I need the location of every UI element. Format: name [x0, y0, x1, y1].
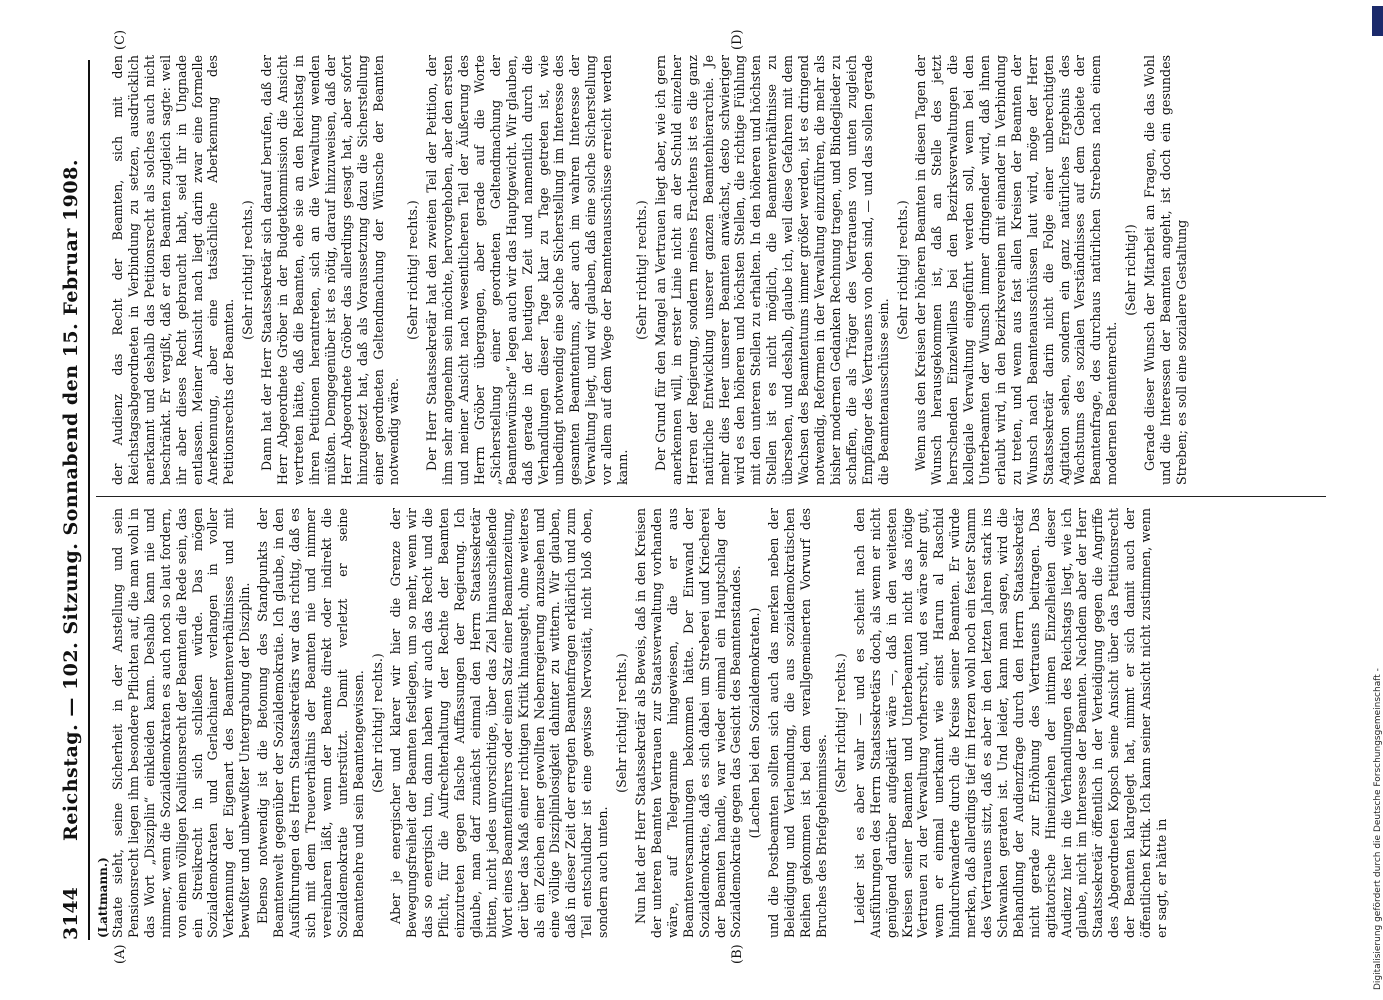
- interjection: (Sehr richtig! rechts.): [369, 653, 385, 793]
- paragraph: Wenn aus den Kreisen der höheren Beamten in diesen Tagen der Wunsch herausgekommen ist, daß an Stelle des jetzt herrschenden Einzelwillens bei den Bezirksverwaltungen die kollegiale Verwaltung eingeführt werden soll, wenn bei den Unterbeamten der Wunsch immer dringender wird, daß ihnen erlaubt wird, in den Bezirksvereinen mit einander in Verbindung zu treten, und wenn aus fast allen Kreisen der Beamten der Wunsch nach Beamtenausschüssen laut wird, möge der Herr Staatssekretär darin nicht die Folge einer unberechtigten Agitation sehen, sondern ein ganz natürliches Ergebnis des Wachstums des sozialen Verständnisses auf dem Gebiete der Beamtenfrage, des durchaus natürlichen Strebens nach einem modernen Beamtenrecht.: [913, 55, 1120, 485]
- margin-letter-b: (B): [730, 944, 745, 964]
- left-column: [110, 508, 1325, 938]
- interjection: (Sehr richtig! rechts.): [614, 653, 630, 793]
- margin-letter-a: (A): [113, 944, 128, 964]
- digitization-credit: [1372, 10, 1383, 990]
- paragraph: Der Grund für den Mangel an Vertrauen liegt aber, wie ich gern anerkennen will, in erster Linie nicht an der Schuld einzelner Herren der Regierung, sondern meines Erachtens ist es die ganz natürliche Entwicklung unserer ganzen Beamtenhierarchie. Je mehr dies Heer unserer Beamten anwächst, desto schwieriger wird es den höheren und höchsten Stellen, die richtige Fühlung mit den unteren Stellen zu erhalten. In den höheren und höchsten Stellen ist es nicht möglich, die Beamtenverhältnisse zu übersehen, und deshalb, glaube ich, weil diese Gefahren mit dem Wachsen des Beamtentums immer größer werden, ist es dringend notwendig, Reformen in der Verwaltung einzuführen, die mehr als bisher modernen Gedanken Rechnung tragen, und Bindeglieder zu schaffen, die als Träger des Vertrauens von unten zugleich Empfänger des Vertrauens von oben sind, — und das sollen gerade die Beamtenausschüsse sein.: [652, 55, 891, 485]
- credit-text: [1372, 10, 1383, 990]
- column-divider: [96, 496, 1326, 497]
- interjection: (Sehr richtig! rechts.): [634, 200, 649, 340]
- paragraph: Nun hat der Herr Staatssekretär als Beweis, daß in den Kreisen der unteren Beamten Vertrauen zur Staatsverwaltung vorhanden wäre, auf Telegramme hingewiesen, die er aus Beamtenversammlungen bekommen hätte. Der Einwand der Sozialdemokratie, daß es sich dabei um Streberei und Kriecherei der Beamten handle, war wieder einmal ein Hauptschlag der Sozialdemokratie gegen das Gesicht des Beamtenstandes.: [633, 508, 744, 938]
- interjection: (Sehr richtig! rechts.): [894, 200, 910, 340]
- interjection: (Sehr richtig!): [1123, 224, 1139, 316]
- paragraph: Leider ist es aber wahr — und es scheint nach den Ausführungen des Herrn Staatssekretärs doch, als wenn er nicht genügend darüber aufgeklärt wäre —, daß in den weitesten Kreisen seiner Beamten und Unterbeamten nicht das nötige Vertrauen zu der Verwaltung vorherrscht, und es wäre sehr gut, wenn er einmal unerkannt wie einst Harun al Raschid hindurchwanderte durch die Kreise seiner Beamten. Er würde merken, daß allerdings tief im Herzen wohl noch ein fester Stamm des Vertrauens sitzt, daß es aber in den letzten Jahren stark ins Schwanken geraten ist. Und leider, kann man sagen, wird die Behandlung der Audienzfrage durch den Herrn Staatssekretär nicht gerade zur Erhöhung des Vertrauens beitragen. Das agitatorische Hineinziehen der intimen Einzelheiten dieser Audienz hier in die Verhandlungen des Reichstags liegt, wie ich glaube, nicht im Interesse der Beamten. Nachdem aber der Herr Staatssekretär öffentlich in der Verteidigung gegen die Angriffe des Abgeordneten Kopsch seine Ansicht über das Petitionsrecht der Beamten klargelegt hat, nimmt er sich damit auch der öffentlichen Kritik. Ich kann seiner Ansicht nicht zustimmen, wenn er sagt, er hätte in: [851, 508, 1169, 938]
- interjection: (Sehr richtig! rechts.): [240, 200, 256, 340]
- paragraph: Aber je energischer und klarer wir hier die Grenze der Bewegungsfreiheit der Beamten festlegen, um so mehr, wenn wir das so energisch tun, dann haben wir auch das Recht und die Pflicht, für die Aufrechterhaltung der Rechte der Beamten einzutreten gegen falsche Auffassungen der Regierung. Ich glaube, man darf zunächst einmal den Herrn Staatssekretär bitten, nicht jedes unvorsichtige, über das Ziel hinausschießende Wort eines Beamtenführers oder einen Satz einer Beamtenzeitung, der über das Maß einer richtigen Kritik hinausgeht, ohne weiteres als ein Zeichen einer gewollten Nebenregierung anzusehen und eine völlige Disziplinlosigkeit dahinter zu wittern. Wir glauben, daß in dieser Zeit der erregten Beamtenfragen erklärlich und zum Teil entschuldbar ist eine gewisse Nervosität, nicht bloß oben, sondern auch unten.: [388, 508, 611, 938]
- interjection: (Lachen bei den Sozialdemokraten.): [747, 607, 763, 839]
- interjection: (Sehr richtig! rechts.): [405, 200, 421, 340]
- paragraph: Staate sieht, seine Sicherheit in der Anstellung und sein Pensionsrecht liegen ihm besondere Pflichten auf, die man wohl in das Wort „Disziplin“ einkleiden kann. Deshalb kann nie und nimmer, wenn die Sozialdemokraten es auch noch so laut fordern, von einem völligen Koalitionsrecht der Beamten die Rede sein, das ein Streikrecht in sich schließen würde. Das mögen Sozialdemokraten und Gerlachianer verlangen in voller Verkennung der Eigenart des Beamtenverhältnisses und mit bewußter und unbewußter Untergrabung der Disziplin.: [110, 508, 253, 938]
- margin-letter-c: (C): [113, 29, 128, 50]
- paragraph: Dann hat der Herr Staatssekretär sich darauf berufen, daß der Herr Abgeordnete Gröber in der Budgetkommission die Ansicht vertreten hätte, daß die Beamten, ehe sie an den Reichstag in ihren Petitionen herantreten, sich an die Verwaltung wenden müßten. Demgegenüber ist es nötig, darauf hinzuweisen, daß der Herr Abgeordnete Gröber das allerdings gesagt hat, aber sofort hinzugesetzt hat, daß als Voraussetzung dazu die Sicherstellung einer geordneten Geltendmachung der Wünsche der Beamten notwendig wäre.: [259, 55, 402, 485]
- paragraph: und die Postbeamten sollten sich auch das merken neben der Beleidigung und Verleumdung, die aus sozialdemokratischen Reihen gekommen ist bei dem verallgemeinerten Vorwurf des Bruches des Briefgeheimnisses.: [766, 508, 829, 938]
- credit-text-body: Digitalisierung gefördert durch die Deutsche Forschungsgemeinschaft -: [1373, 668, 1383, 990]
- paragraph: Gerade dieser Wunsch der Mitarbeit an Fragen, die das Wohl und die Interessen der Beamten angeht, ist doch ein gesundes Streben; es soll eine sozialere Gestaltung: [1142, 55, 1189, 485]
- speaker-label: (Lattmann.): [96, 857, 110, 938]
- running-title: Reichstag. — 102. Sitzung. Sonnabend den 15. Februar 1908.: [60, 159, 82, 841]
- margin-letter-d: (D): [730, 29, 745, 50]
- right-column: [110, 55, 1325, 485]
- interjection: (Sehr richtig! rechts.): [832, 653, 848, 793]
- page-number: 3144: [60, 887, 82, 940]
- paragraph: der Audienz das Recht der Beamten, sich mit den Reichstagsabgeordneten in Verbindung zu setzen, ausdrücklich anerkannt und deshalb das Petitionsrecht als solches auch nicht beschränkt. Er vergißt, daß er den Beamten zugleich sagte: weil ihr aber dieses Recht gebraucht habt, seid ihr in Ungnade entlassen. Meiner Ansicht nach liegt darin zwar eine formelle Anerkennung, aber eine tatsächliche Aberkennung des Petitionsrechts der Beamten.: [110, 55, 237, 485]
- page-header: [58, 60, 90, 940]
- paragraph: Der Herr Staatssekretär hat den zweiten Teil der Petition, der ihm sehr angenehm sein möchte, hervorgehoben, aber den ersten und meiner Ansicht nach wesentlicheren Teil der Äußerung des Herrn Gröber übergangen, aber gerade auf die Worte „Sicherstellung einer geordneten Geltendmachung der Beamtenwünsche“ legen auch wir das Hauptgewicht. Wir glauben, daß gerade in der heutigen Zeit und namentlich durch die Verhandlungen dieser Tage klar zu Tage getreten ist, wie unbedingt notwendig eine solche Sicherstellung im Interesse des gesamten Beamtentums, aber auch im wahren Interesse der Verwaltung liegt, und wir glauben, daß eine solche Sicherstellung vor allem auf dem Wege der Beamtenausschüsse erreicht werden kann.: [424, 55, 631, 485]
- paragraph: Ebenso notwendig ist die Betonung des Standpunkts der Beamtenwelt gegenüber der Sozialdemokratie. Ich glaube, in den Ausführungen des Herrn Staatssekretärs war das richtig, daß es sich mit dem Treueverhältnis der Beamten nie und nimmer vereinbaren läßt, wenn der Beamte direkt oder indirekt die Sozialdemokratie unterstützt. Damit verletzt er seine Beamtenehre und sein Beamtengewissen.: [255, 508, 366, 938]
